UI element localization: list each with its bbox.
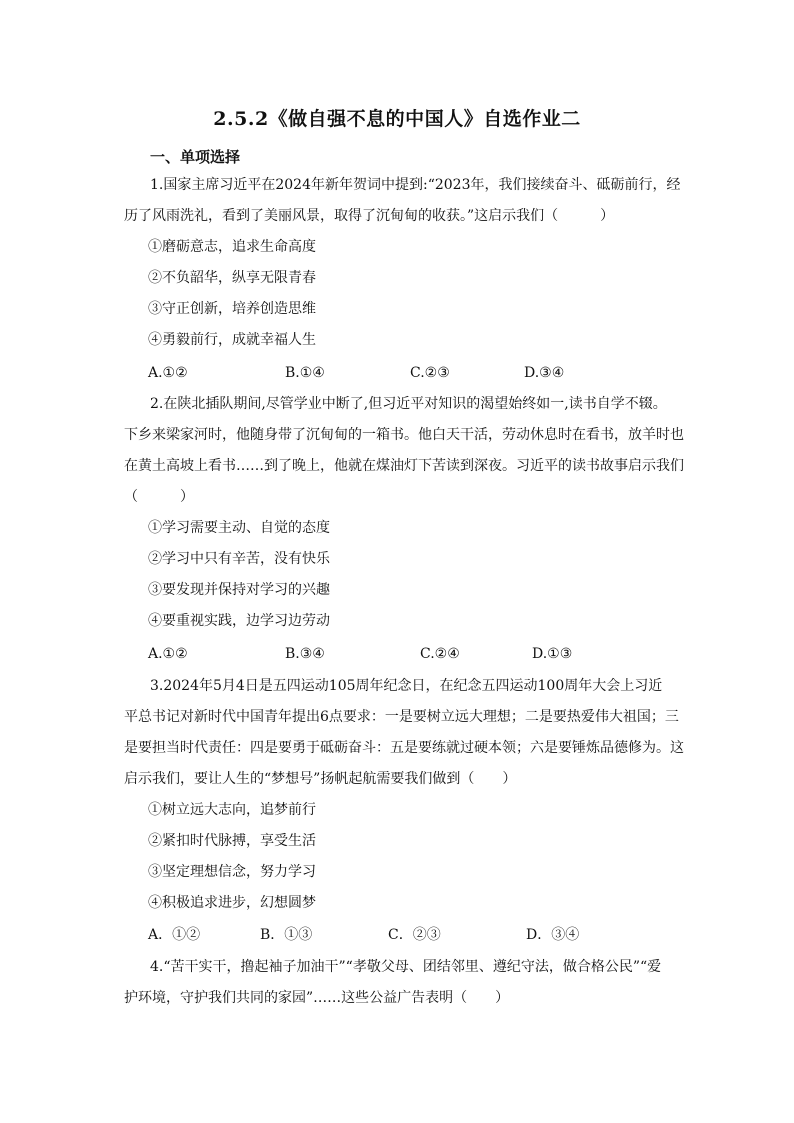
q2-stem-line-4: （ ） (124, 489, 194, 505)
q2-choice-c: C.②④ (420, 646, 460, 662)
q1-choice-b: B.①④ (285, 365, 325, 381)
q1-option-2: ②不负韶华，纵享无限青春 (148, 270, 316, 286)
q1-stem-line-2: 历了风雨洗礼，看到了美丽风景，取得了沉甸甸的收获。”这启示我们（ ） (124, 208, 615, 224)
q2-stem-line-2: 下乡来梁家河时，他随身带了沉甸甸的一箱书。他白天干活，劳动休息时在看书，放羊时也 (124, 427, 684, 443)
q1-choice-c: C.②③ (410, 365, 450, 381)
q3-choice-c: C．②③ (388, 927, 441, 943)
q4-stem-line-2: 护环境，守护我们共同的家园”……这些公益广告表明（ ） (124, 990, 510, 1006)
q1-option-1: ①磨砺意志，追求生命高度 (148, 239, 316, 255)
q1-choice-d: D.③④ (524, 365, 565, 381)
q3-option-4: ④积极追求进步，幻想圆梦 (148, 895, 316, 911)
q3-stem-line-4: 启示我们，要让人生的“梦想号”扬帆起航需要我们做到（ ） (124, 771, 517, 787)
q1-option-3: ③守正创新，培养创造思维 (148, 301, 316, 317)
q2-option-2: ②学习中只有辛苦，没有快乐 (148, 551, 330, 567)
q3-option-1: ①树立远大志向，追梦前行 (148, 802, 316, 818)
q2-option-4: ④要重视实践，边学习边劳动 (148, 613, 330, 629)
q4-stem-line-1: 4.“苦干实干，撸起袖子加油干”“孝敬父母、团结邻里、遵纪守法，做合格公民”“爱 (150, 959, 662, 975)
q2-stem-line-1: 2.在陕北插队期间,尽管学业中断了,但习近平对知识的渴望始终如一,读书自学不辍。 (150, 396, 667, 412)
q3-stem-line-1: 3.2024年5月4日是五四运动105周年纪念日，在纪念五四运动100周年大会上习近 (150, 678, 663, 694)
section-heading: 一、单项选择 (150, 148, 241, 166)
q3-choice-a: A．①② (148, 927, 201, 943)
q1-stem-line-1: 1.国家主席习近平在2024年新年贺词中提到:“2023年，我们接续奋斗、砥砺前行，经 (150, 177, 681, 193)
q2-option-3: ③要发现并保持对学习的兴趣 (148, 582, 330, 598)
q3-option-3: ③坚定理想信念，努力学习 (148, 864, 316, 880)
q2-option-1: ①学习需要主动、自觉的态度 (148, 520, 330, 536)
q2-stem-line-3: 在黄土高坡上看书……到了晚上，他就在煤油灯下苦读到深夜。习近平的读书故事启示我们 (124, 458, 684, 474)
q3-stem-line-2: 平总书记对新时代中国青年提出6点要求：一是要树立远大理想；二是要热爱伟大祖国；三 (124, 709, 679, 725)
q3-option-2: ②紧扣时代脉搏，享受生活 (148, 833, 316, 849)
q3-choice-b: B．①③ (260, 927, 313, 943)
q2-choice-a: A.①② (148, 646, 188, 662)
q1-choice-a: A.①② (148, 365, 188, 381)
q3-stem-line-3: 是要担当时代责任：四是要勇于砥砺奋斗：五是要练就过硬本领；六是要锤炼品德修为。这 (124, 740, 684, 756)
q1-option-4: ④勇毅前行，成就幸福人生 (148, 332, 316, 348)
q2-choice-b: B.③④ (285, 646, 325, 662)
q3-choice-d: D．③④ (526, 927, 580, 943)
document-title: 2.5.2《做自强不息的中国人》自选作业二 (213, 108, 581, 130)
q2-choice-d: D.①③ (532, 646, 573, 662)
